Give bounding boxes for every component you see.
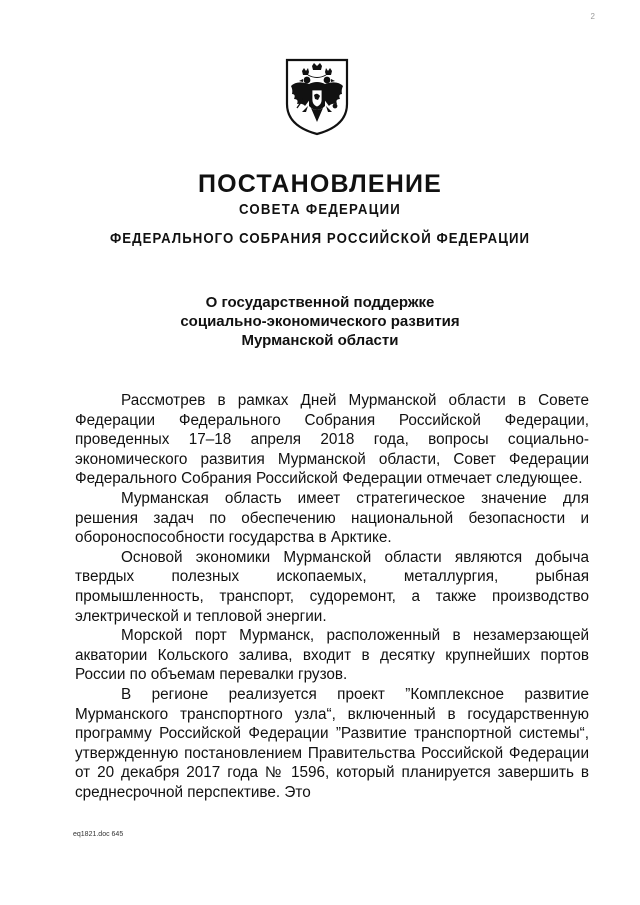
document-subject [0,293,640,350]
document-type-title: ПОСТАНОВЛЕНИЕ [197,170,443,198]
body-paragraph: Рассмотрев в рамках Дней Мурманской области в Совете Федерации Федерального Собрания Российской Федерации, проведенных 17–18 апреля 2018 года, вопросы социально-экономического развития Мурманской области, Совет Федерации Федерального Собрания Российской Федерации отмечает следующее. [75,392,589,488]
subject-line: социально-экономического развития [180,313,460,330]
body-paragraph: Основой экономики Мурманской области являются добыча твердых полезных ископаемых, металлургия, рыбная промышленность, транспорт, судоремонт, а также производство электрической и тепловой энергии. [75,548,589,625]
body-paragraph: Мурманская область имеет стратегическое значение для решения задач по обеспечению национальной безопасности и обороноспособности государства в Арктике. [75,489,589,547]
issuer-line-1: СОВЕТА ФЕДЕРАЦИИ [238,201,402,218]
document-body [75,391,589,802]
body-paragraph: В регионе реализуется проект ”Комплексное развитие Мурманского транспортного узла“, включенный в государственную программу Российской Федерации ”Развитие транспортной системы“, утвержденную постановлением Правительства Российской Федерации от 20 декабря 2017 года № 1596, который планируется завершить в среднесрочной перспективе. Это [75,685,589,801]
file-code: eq1821.doc 645 [73,831,124,838]
subject-line: Мурманской области [241,332,399,349]
body-paragraph: Морской порт Мурманск, расположенный в незамерзающей акватории Кольского залива, входит в десятку крупнейших портов России по объемам перевалки грузов. [75,627,589,684]
subject-line: О государственной поддержке [205,294,435,311]
russian-coat-of-arms-icon [283,56,351,136]
issuer-line-2: ФЕДЕРАЛЬНОГО СОБРАНИЯ РОССИЙСКОЙ ФЕДЕРАЦИИ [109,230,531,247]
page-number: 2 [590,12,596,21]
